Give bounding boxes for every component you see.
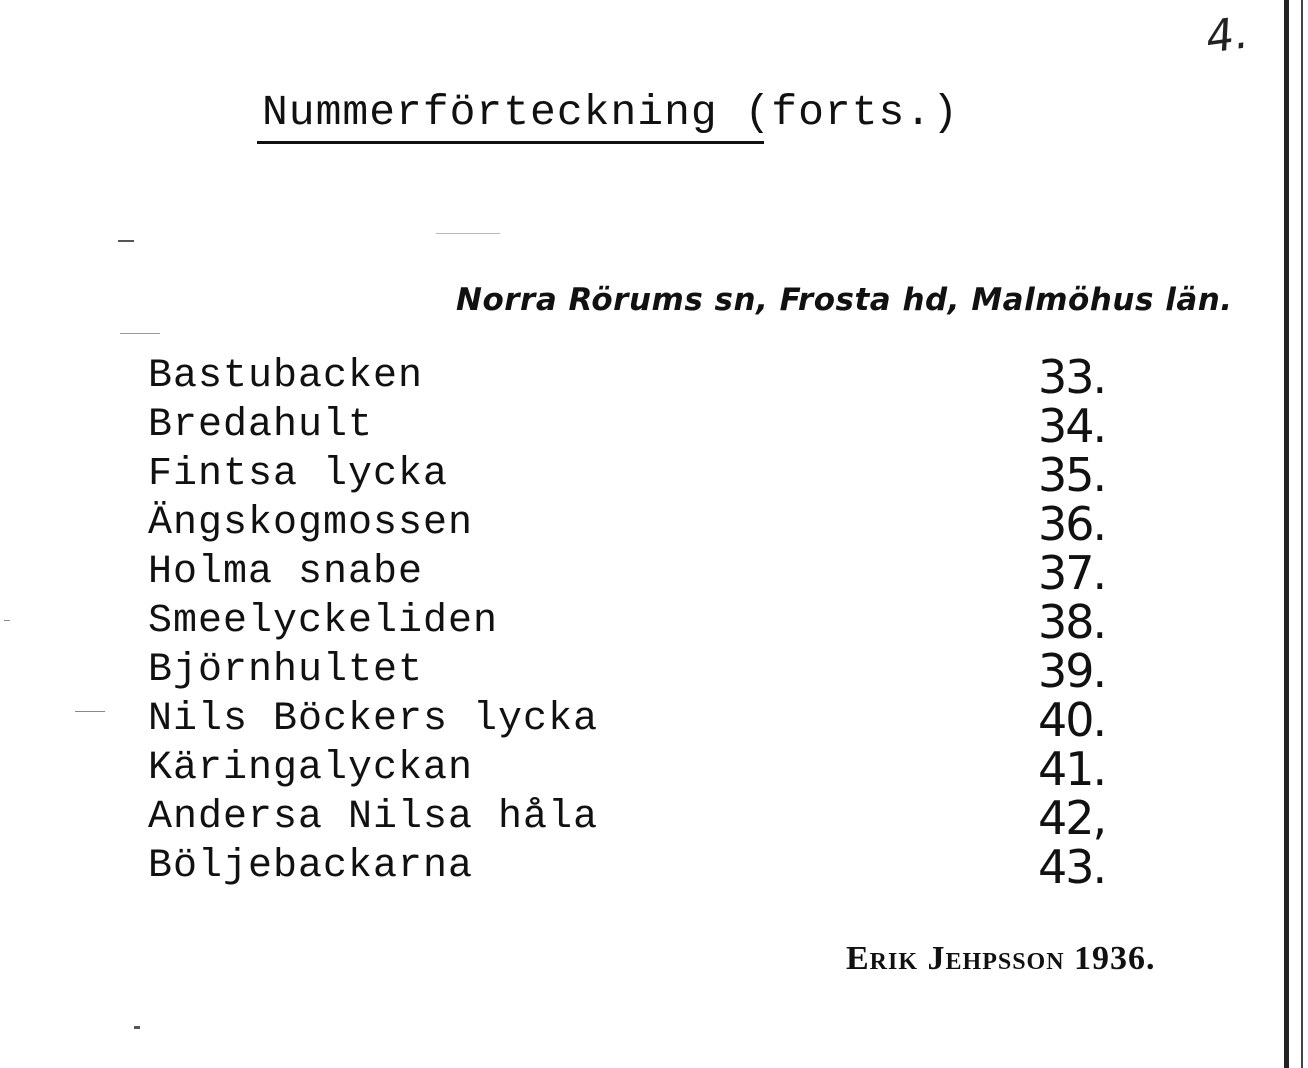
entry-name: Smeelyckeliden	[148, 599, 499, 644]
entry-name: Ängskogmossen	[148, 501, 474, 546]
list-item	[0, 497, 1308, 551]
list-item	[0, 546, 1308, 600]
entry-name: Bastubacken	[148, 354, 424, 399]
entry-name: Nils Böckers lycka	[148, 697, 599, 742]
entry-number: 38.	[1038, 595, 1106, 649]
list-item	[0, 693, 1308, 747]
scan-speck	[120, 333, 160, 334]
entry-number: 33.	[1038, 350, 1106, 404]
entry-name: Andersa Nilsa håla	[148, 795, 599, 840]
list-item	[0, 742, 1308, 796]
author-signature: Erik Jehpsson 1936.	[846, 940, 1156, 977]
page-title: Nummerförteckning (forts.)	[262, 88, 959, 137]
entry-name: Fintsa lycka	[148, 452, 449, 497]
entry-number: 42,	[1038, 791, 1106, 845]
entry-name: Käringalyckan	[148, 746, 474, 791]
scan-speck	[436, 233, 500, 234]
list-item	[0, 791, 1308, 845]
entry-number: 39.	[1038, 644, 1106, 698]
list-item	[0, 840, 1308, 894]
list-item	[0, 399, 1308, 453]
page-number: 4.	[1202, 7, 1252, 64]
entry-number: 37.	[1038, 546, 1106, 600]
entry-name: Bredahult	[148, 403, 374, 448]
list-item	[0, 448, 1308, 502]
parish-heading: Norra Rörums sn, Frosta hd, Malmöhus län.	[456, 282, 1233, 318]
entry-number: 43.	[1038, 840, 1106, 894]
list-item	[0, 595, 1308, 649]
scan-speck	[118, 240, 134, 242]
entry-number: 41.	[1038, 742, 1106, 796]
scan-speck	[4, 620, 10, 621]
scan-speck	[134, 1026, 140, 1029]
list-item	[0, 350, 1308, 404]
scan-speck	[75, 711, 105, 712]
entry-number: 36.	[1038, 497, 1106, 551]
entry-number: 35.	[1038, 448, 1106, 502]
list-item	[0, 644, 1308, 698]
entry-number: 34.	[1038, 399, 1106, 453]
entry-name: Böljebackarna	[148, 844, 474, 889]
entry-name: Holma snabe	[148, 550, 424, 595]
entry-name: Björnhultet	[148, 648, 424, 693]
entry-number: 40.	[1038, 693, 1106, 747]
